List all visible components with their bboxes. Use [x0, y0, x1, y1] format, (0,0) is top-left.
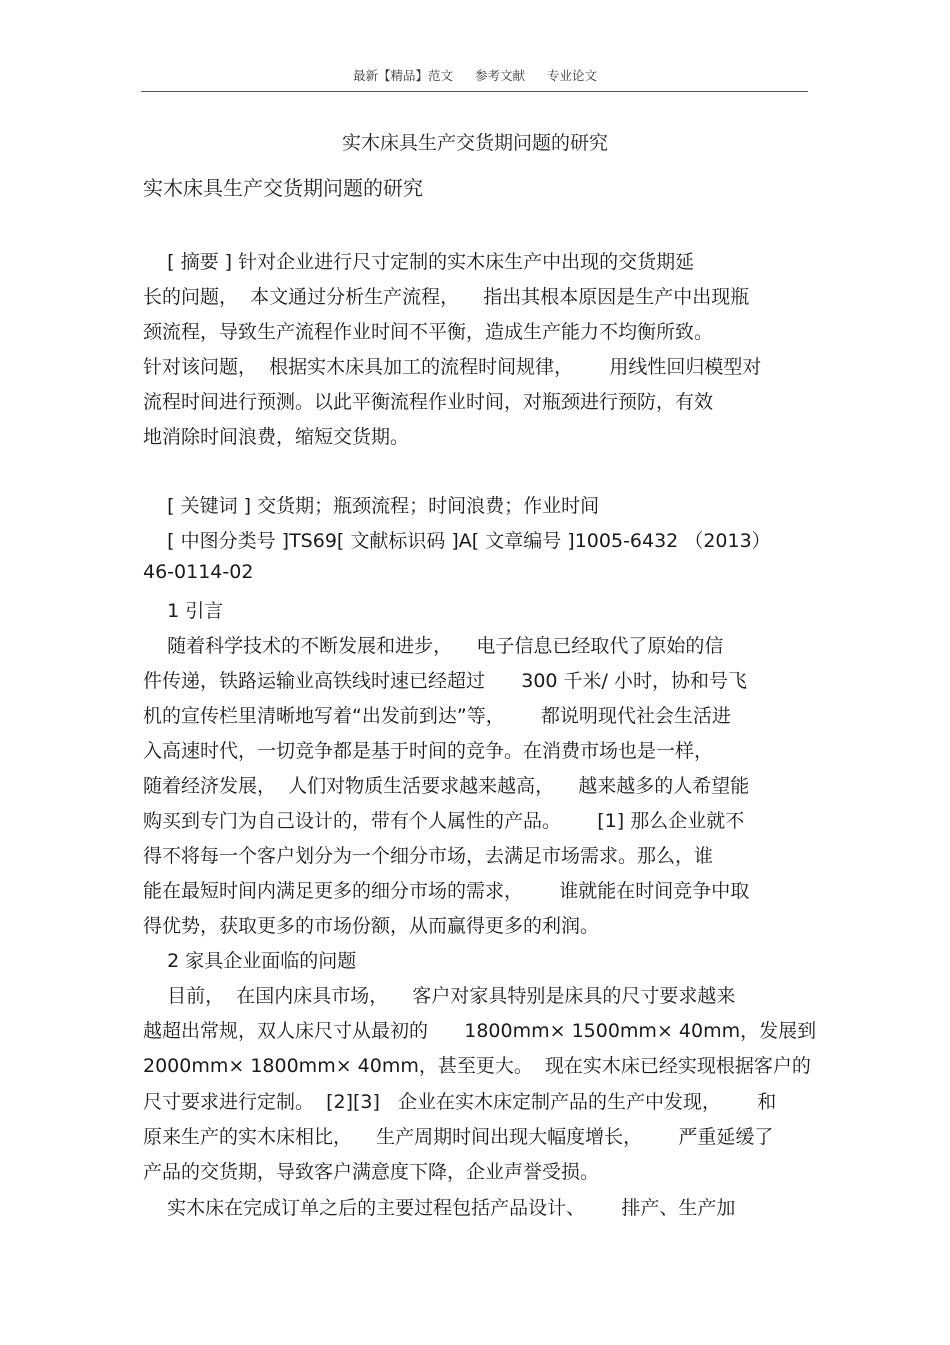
body-text-line: 地消除时间浪费，缩短交货期。: [143, 426, 410, 448]
body-text-line: 产品的交货期，导致客户满意度下降，企业声誉受损。: [143, 1161, 600, 1183]
body-text-line: 原来生产的实木床相比， 生产周期时间出现大幅度增长， 严重延缓了: [143, 1126, 774, 1148]
body-text-line: 机的宣传栏里清晰地写着“出发前到达”等， 都说明现代社会生活进: [143, 705, 731, 727]
body-text-line: 目前， 在国内床具市场， 客户对家具特别是床具的尺寸要求越来: [143, 985, 736, 1007]
body-text-line: 尺寸要求进行定制。 [2][3] 企业在实木床定制产品的生产中发现， 和: [143, 1091, 777, 1113]
body-text-line: 越超出常规，双人床尺寸从最初的 1800mm× 1500mm× 40mm，发展到: [143, 1020, 817, 1042]
body-text-line: 长的问题， 本文通过分析生产流程， 指出其根本原因是生产中出现瓶: [143, 286, 750, 308]
body-text-line: 得不将每一个客户划分为一个细分市场，去满足市场需求。那么，谁: [143, 845, 714, 867]
body-text-line: 2000mm× 1800mm× 40mm，甚至更大。 现在实木床已经实现根据客户的: [143, 1055, 811, 1077]
body-text-line: 件传递，铁路运输业高铁线时速已经超过 300 千米/ 小时，协和号飞: [143, 670, 747, 692]
header-rule: [141, 91, 808, 92]
body-text-line: [ 摘要 ] 针对企业进行尺寸定制的实木床生产中出现的交货期延: [143, 251, 695, 273]
body-text-line: 实木床在完成订单之后的主要过程包括产品设计、 排产、生产加: [143, 1197, 736, 1219]
header-item: 最新【精品】范文: [352, 68, 453, 83]
body-text-line: 入高速时代，一切竞争都是基于时间的竞争。在消费市场也是一样，: [143, 740, 714, 762]
body-text-line: 颈流程，导致生产流程作业时间不平衡，造成生产能力不均衡所致。: [143, 321, 714, 343]
body-text-line: 1 引言: [143, 600, 224, 622]
body-text-line: 46-0114-02: [143, 561, 254, 583]
header-item: 参考文献: [474, 68, 525, 83]
body-text-line: 购买到专门为自己设计的，带有个人属性的产品。 [1] 那么企业就不: [143, 810, 745, 832]
header-item: 专业论文: [546, 68, 597, 83]
body-text-line: 随着科学技术的不断发展和进步， 电子信息已经取代了原始的信: [143, 635, 724, 657]
body-text-line: 能在最短时间内满足更多的细分市场的需求， 谁就能在时间竞争中取: [143, 880, 750, 902]
body-text-line: 流程时间进行预测。以此平衡流程作业时间，对瓶颈进行预防，有效: [143, 391, 714, 413]
body-text-line: 随着经济发展， 人们对物质生活要求越来越高， 越来越多的人希望能: [143, 775, 750, 797]
body-text-line: 针对该问题， 根据实木床具加工的流程时间规律， 用线性回归模型对: [143, 356, 762, 378]
document-title: 实木床具生产交货期问题的研究: [341, 132, 608, 154]
body-text-line: [ 关键词 ] 交货期；瓶颈流程；时间浪费；作业时间: [143, 495, 600, 517]
page-header: [0, 66, 950, 84]
body-text-line: 得优势，获取更多的市场份额，从而赢得更多的利润。: [143, 915, 600, 937]
document-subtitle: 实木床具生产交货期问题的研究: [143, 176, 423, 200]
body-text-line: [ 中图分类号 ]TS69[ 文献标识码 ]A[ 文章编号 ]1005-6432 （2013）: [143, 530, 771, 552]
body-text-line: 2 家具企业面临的问题: [143, 950, 357, 972]
